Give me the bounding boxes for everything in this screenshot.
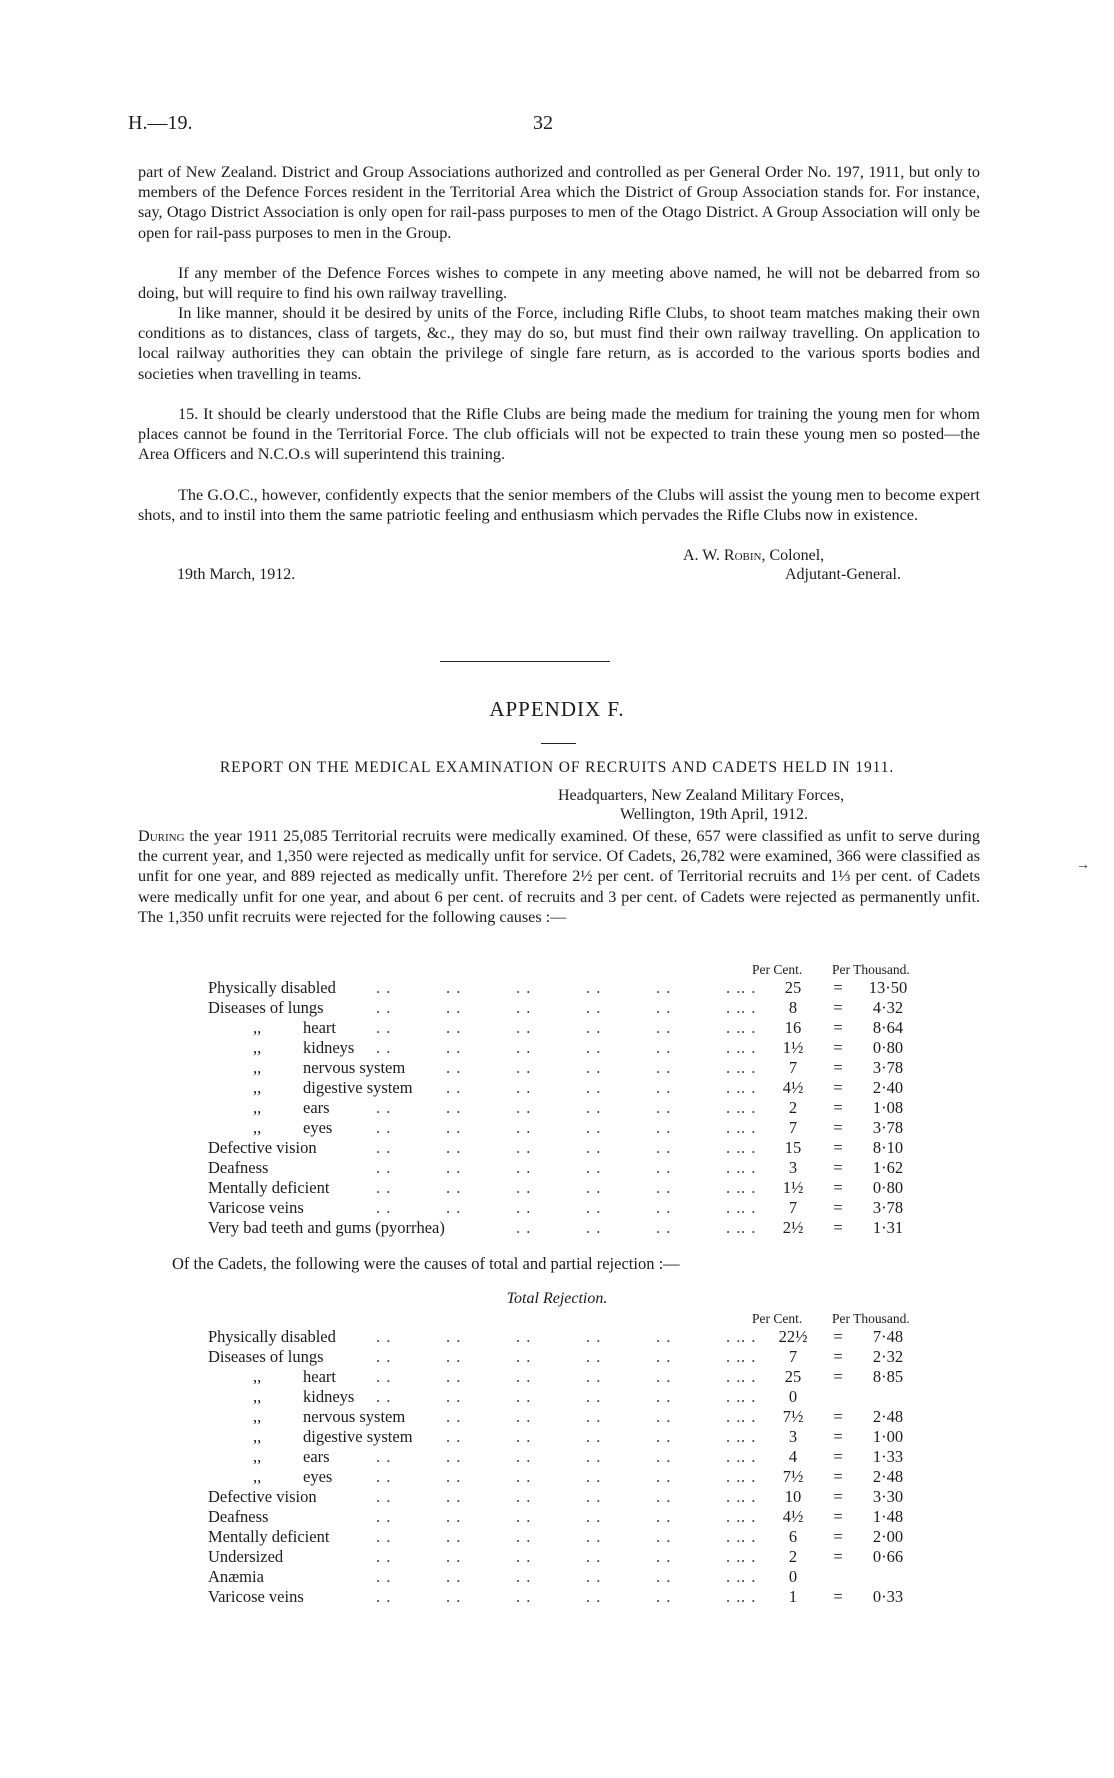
- per-thousand-value: 1·00: [872, 1427, 904, 1446]
- cause-label: Deafness: [208, 1507, 269, 1526]
- cause-label: heart: [303, 1018, 336, 1037]
- per-thousand-value: 8·10: [872, 1138, 904, 1157]
- per-thousand-value: 8·64: [872, 1018, 904, 1037]
- cadets-table: [208, 1327, 948, 1609]
- intro-paragraph-1: part of New Zealand. District and Group Associations authorized and controlled as per General Order No. 197, 1911, but only to members of the Defence Forces resident in the Territorial Area which the District of Group Association stands for. For instance, say, Otago District Association is only open for rail-pass purposes to men of the Otago District. A Group Association will only be open for rail-pass purposes to men in the Group.: [138, 163, 980, 242]
- cause-label: Defective vision: [208, 1487, 317, 1506]
- cause-label: eyes: [303, 1467, 333, 1486]
- intro-paragraph-2: If any member of the Defence Forces wishes to compete in any meeting above named, he will not be debarred from so doing, but will require to find his own railway travelling.: [138, 264, 980, 303]
- per-thousand-value: 0·80: [872, 1178, 904, 1197]
- cadets-row: Varicose veins . . . . . . . . . . . . . . 1 = 0·33: [208, 1587, 948, 1607]
- cause-label: Deafness: [208, 1158, 269, 1177]
- cause-label: Varicose veins: [208, 1587, 304, 1606]
- intro-paragraph-5: The G.O.C., however, confidently expects that the senior members of the Clubs will assist the young men to become expert shots, and to instil into them the same patriotic feeling and enthusiasm which pervades the Rifle Clubs now in existence.: [138, 486, 980, 525]
- report-title: REPORT ON THE MEDICAL EXAMINATION OF RECRUITS AND CADETS HELD IN 1911.: [219, 759, 895, 776]
- cadets-row: Diseases of lungs . . . . . . . . . . . . . . 7 = 2·32: [208, 1347, 948, 1367]
- per-cent-value: 4½: [782, 1507, 804, 1526]
- per-cent-value: 2: [788, 1547, 798, 1566]
- equals-sign: =: [833, 1427, 843, 1446]
- signatory-name: A. W. Robin, Colonel,: [683, 547, 825, 564]
- ditto-mark: ,,: [253, 1118, 262, 1137]
- cadets-row: Anæmia . . . . . . . . . . . . . . 0: [208, 1567, 948, 1587]
- cause-label: Undersized: [208, 1547, 284, 1566]
- cause-label: Physically disabled: [208, 1327, 336, 1346]
- per-cent-value: 7: [788, 1118, 798, 1137]
- equals-sign: =: [833, 978, 843, 997]
- cadets-col-per-cent: Per Cent.: [752, 1311, 803, 1326]
- recruits-row: Deafness . . . . . . . . . . . . . . 3 = 1·62: [208, 1158, 948, 1178]
- ditto-mark: ,,: [253, 1467, 262, 1486]
- per-cent-value: 15: [784, 1138, 802, 1157]
- recruits-row: ,, ears . . . . . . . . . . . . . . 2 = 1·08: [208, 1098, 948, 1118]
- cause-label: nervous system: [303, 1407, 406, 1426]
- cause-label: kidneys: [303, 1387, 355, 1406]
- cause-label: Mentally deficient: [208, 1178, 330, 1197]
- cause-label: Varicose veins: [208, 1198, 304, 1217]
- ditto-mark: ,,: [253, 1018, 262, 1037]
- report-paragraph: During the year 1911 25,085 Territorial recruits were medically examined. Of these, 657 were classified as unfit to serve during the current year, and 1,350 were rejected as medically unfit for service. Of Cadets, 26,782 were examined, 366 were classified as unfit for one year, and 889 rejected as medically unfit. Therefore 2½ per cent. of Territorial recruits and 1⅓ per cent. of Cadets were medically unfit for one year, and about 6 per cent. of recruits and 3 per cent. of Cadets were rejected as permanently unfit. The 1,350 unfit recruits were rejected for the following causes :—: [138, 827, 980, 926]
- cadets-row: Physically disabled . . . . . . . . . . . . . . 22½ = 7·48: [208, 1327, 948, 1347]
- per-cent-value: 25: [784, 978, 802, 997]
- section-divider: [440, 661, 610, 662]
- recruits-row: Varicose veins . . . . . . . . . . . . . . 7 = 3·78: [208, 1198, 948, 1218]
- cause-label: Diseases of lungs: [208, 998, 324, 1017]
- recruits-table: [208, 978, 948, 1240]
- equals-sign: =: [833, 1158, 843, 1177]
- per-thousand-value: 2·32: [872, 1347, 904, 1366]
- per-cent-value: 8: [788, 998, 798, 1017]
- cadets-row: ,, digestive system . . . . . . . . . . . . 3 = 1·00: [208, 1427, 948, 1447]
- recruits-row: ,, nervous system . . . . . . . . . . . . 7 = 3·78: [208, 1058, 948, 1078]
- per-thousand-value: 2·48: [872, 1467, 904, 1486]
- equals-sign: =: [833, 1098, 843, 1117]
- per-thousand-value: 3·78: [872, 1118, 904, 1137]
- per-cent-value: 22½: [778, 1327, 808, 1346]
- ditto-mark: ,,: [253, 1387, 262, 1406]
- cadets-row: ,, eyes . . . . . . . . . . . . . . 7½ = 2·48: [208, 1467, 948, 1487]
- cause-label: Very bad teeth and gums (pyorrhea): [208, 1218, 445, 1237]
- equals-sign: =: [833, 1198, 843, 1217]
- per-thousand-value: 0·66: [872, 1547, 904, 1566]
- appendix-title: APPENDIX F.: [489, 697, 625, 721]
- per-cent-value: 3: [788, 1427, 798, 1446]
- recruits-row: ,, kidneys . . . . . . . . . . . . . . 1½ = 0·80: [208, 1038, 948, 1058]
- intro-paragraph-4: 15. It should be clearly understood that the Rifle Clubs are being made the medium for training the young men for whom places cannot be found in the Territorial Force. The club officials will not be expected to train these young men so posted—the Area Officers and N.C.O.s will superintend this training.: [138, 405, 980, 464]
- recruits-col-per-cent: Per Cent.: [752, 962, 803, 977]
- recruits-row: Mentally deficient . . . . . . . . . . . . . . 1½ = 0·80: [208, 1178, 948, 1198]
- cause-label: Diseases of lungs: [208, 1347, 324, 1366]
- per-cent-value: 7: [788, 1058, 798, 1077]
- per-thousand-value: 1·62: [872, 1158, 904, 1177]
- per-cent-value: 7½: [782, 1467, 804, 1486]
- per-thousand-value: 2·48: [872, 1407, 904, 1426]
- per-thousand-value: 4·32: [872, 998, 904, 1017]
- equals-sign: =: [833, 1138, 843, 1157]
- ditto-mark: ,,: [253, 1078, 262, 1097]
- per-thousand-value: 0·80: [872, 1038, 904, 1057]
- ditto-mark: ,,: [253, 1427, 262, 1446]
- per-cent-value: 0: [788, 1567, 798, 1586]
- cadets-row: Undersized . . . . . . . . . . . . . . 2 = 0·66: [208, 1547, 948, 1567]
- equals-sign: =: [833, 1367, 843, 1386]
- equals-sign: =: [833, 1118, 843, 1137]
- per-cent-value: 7: [788, 1198, 798, 1217]
- equals-sign: =: [833, 998, 843, 1017]
- cadets-row: ,, heart . . . . . . . . . . . . . . 25 = 8·85: [208, 1367, 948, 1387]
- cadets-lead: Of the Cadets, the following were the causes of total and partial rejection :—: [172, 1254, 680, 1273]
- equals-sign: =: [833, 1407, 843, 1426]
- cause-label: Mentally deficient: [208, 1527, 330, 1546]
- cause-label: digestive system: [303, 1078, 413, 1097]
- recruits-row: ,, heart . . . . . . . . . . . . . . 16 = 8·64: [208, 1018, 948, 1038]
- per-thousand-value: 1·33: [872, 1447, 904, 1466]
- per-thousand-value: 1·08: [872, 1098, 904, 1117]
- cause-label: Anæmia: [208, 1567, 264, 1586]
- recruits-row: Physically disabled . . . . . . . . . . . . . . 25 = 13·50: [208, 978, 948, 998]
- equals-sign: =: [833, 1078, 843, 1097]
- equals-sign: =: [833, 1178, 843, 1197]
- cause-label: ears: [303, 1447, 330, 1466]
- equals-sign: =: [833, 1527, 843, 1546]
- per-cent-value: 4½: [782, 1078, 804, 1097]
- total-rejection-heading: Total Rejection.: [506, 1290, 608, 1307]
- per-cent-value: 7: [788, 1347, 798, 1366]
- equals-sign: =: [833, 1058, 843, 1077]
- equals-sign: =: [833, 1327, 843, 1346]
- cadets-row: ,, nervous system . . . . . . . . . . . . 7½ = 2·48: [208, 1407, 948, 1427]
- per-thousand-value: 7·48: [872, 1327, 904, 1346]
- per-cent-value: 2: [788, 1098, 798, 1117]
- cause-label: eyes: [303, 1118, 333, 1137]
- ditto-mark: ,,: [253, 1058, 262, 1077]
- cause-label: Defective vision: [208, 1138, 317, 1157]
- intro-paragraph-3: In like manner, should it be desired by units of the Force, including Rifle Clubs, to shoot team matches making their own conditions as to distances, class of targets, &c., they may do so, but must find their own railway travelling. On application to local railway authorities they can obtain the privilege of single fare return, as is accorded to the various sports bodies and societies when travelling in teams.: [138, 304, 980, 383]
- per-cent-value: 1½: [782, 1038, 804, 1057]
- equals-sign: =: [833, 1467, 843, 1486]
- recruits-row: ,, eyes . . . . . . . . . . . . . . 7 = 3·78: [208, 1118, 948, 1138]
- cause-label: heart: [303, 1367, 336, 1386]
- per-thousand-value: 2·00: [872, 1527, 904, 1546]
- per-cent-value: 6: [788, 1527, 798, 1546]
- equals-sign: =: [833, 1507, 843, 1526]
- recruits-row: Defective vision . . . . . . . . . . . . . . 15 = 8·10: [208, 1138, 948, 1158]
- per-cent-value: 16: [784, 1018, 802, 1037]
- per-thousand-value: 13·50: [868, 978, 908, 997]
- page-number: 32: [533, 112, 553, 134]
- ditto-mark: ,,: [253, 1407, 262, 1426]
- recruits-col-per-thousand: Per Thousand.: [832, 962, 910, 977]
- cause-label: Physically disabled: [208, 978, 336, 997]
- equals-sign: =: [833, 1547, 843, 1566]
- ditto-mark: ,,: [253, 1367, 262, 1386]
- per-cent-value: 4: [788, 1447, 798, 1466]
- cadets-row: ,, ears . . . . . . . . . . . . . . 4 = 1·33: [208, 1447, 948, 1467]
- equals-sign: =: [833, 1447, 843, 1466]
- recruits-row: Diseases of lungs . . . . . . . . . . . . . . 8 = 4·32: [208, 998, 948, 1018]
- recruits-row: Very bad teeth and gums (pyorrhea) . . . . . . . . . . 2½ = 1·31: [208, 1218, 948, 1238]
- ditto-mark: ,,: [253, 1447, 262, 1466]
- equals-sign: =: [833, 1347, 843, 1366]
- margin-mark: →: [1076, 858, 1090, 873]
- cadets-row: Defective vision . . . . . . . . . . . . . . 10 = 3·30: [208, 1487, 948, 1507]
- per-cent-value: 1½: [782, 1178, 804, 1197]
- equals-sign: =: [833, 1218, 843, 1237]
- equals-sign: =: [833, 1487, 843, 1506]
- per-thousand-value: 2·40: [872, 1078, 904, 1097]
- cadets-row: Deafness . . . . . . . . . . . . . . 4½ = 1·48: [208, 1507, 948, 1527]
- recruits-row: ,, digestive system . . . . . . . . . . . . 4½ = 2·40: [208, 1078, 948, 1098]
- cadets-col-per-thousand: Per Thousand.: [832, 1311, 910, 1326]
- per-cent-value: 2½: [782, 1218, 804, 1237]
- per-cent-value: 0: [788, 1387, 798, 1406]
- per-cent-value: 7½: [782, 1407, 804, 1426]
- cause-label: ears: [303, 1098, 330, 1117]
- equals-sign: =: [833, 1038, 843, 1057]
- per-thousand-value: 0·33: [872, 1587, 904, 1606]
- per-thousand-value: 3·78: [872, 1058, 904, 1077]
- cadets-row: Mentally deficient . . . . . . . . . . . . . . 6 = 2·00: [208, 1527, 948, 1547]
- title-rule: [541, 743, 576, 744]
- per-thousand-value: 1·31: [872, 1218, 904, 1237]
- equals-sign: =: [833, 1587, 843, 1606]
- cause-label: kidneys: [303, 1038, 355, 1057]
- signature-date: 19th March, 1912.: [177, 566, 296, 583]
- cause-label: digestive system: [303, 1427, 413, 1446]
- place-date-line: Wellington, 19th April, 1912.: [620, 806, 809, 823]
- ditto-mark: ,,: [253, 1038, 262, 1057]
- document-reference: H.—19.: [128, 112, 193, 134]
- per-thousand-value: 3·78: [872, 1198, 904, 1217]
- per-thousand-value: 1·48: [872, 1507, 904, 1526]
- headquarters-line: Headquarters, New Zealand Military Forces,: [558, 787, 845, 804]
- signatory-title: Adjutant-General.: [785, 566, 901, 583]
- per-cent-value: 3: [788, 1158, 798, 1177]
- per-cent-value: 25: [784, 1367, 802, 1386]
- equals-sign: =: [833, 1018, 843, 1037]
- per-thousand-value: 8·85: [872, 1367, 904, 1386]
- cadets-row: ,, kidneys . . . . . . . . . . . . . . 0: [208, 1387, 948, 1407]
- per-cent-value: 10: [784, 1487, 802, 1506]
- per-thousand-value: 3·30: [872, 1487, 904, 1506]
- ditto-mark: ,,: [253, 1098, 262, 1117]
- cause-label: nervous system: [303, 1058, 406, 1077]
- per-cent-value: 1: [788, 1587, 798, 1606]
